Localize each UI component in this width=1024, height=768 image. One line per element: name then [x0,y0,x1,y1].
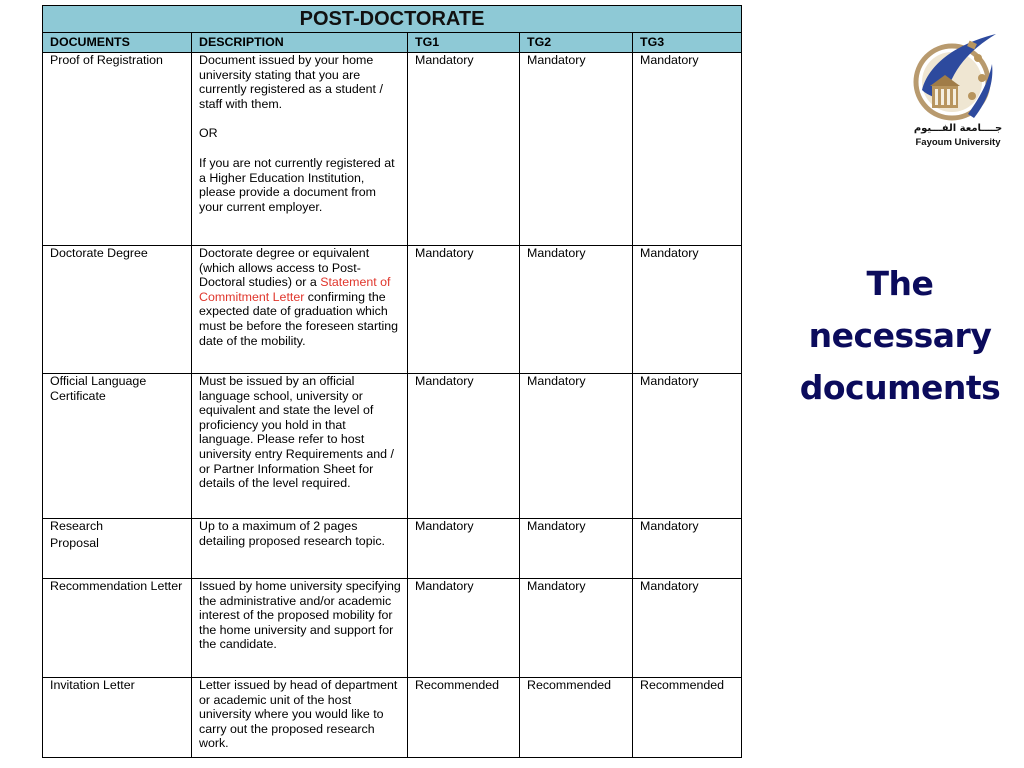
tg1-cell: Mandatory [408,374,520,519]
column-header-row [43,33,742,53]
document-name-line: Research [50,519,104,533]
tg2-cell: Mandatory [520,246,633,374]
column-header-tg2: TG2 [520,33,633,53]
tg2-cell: Mandatory [520,53,633,246]
fayoum-university-logo [908,20,1008,155]
tg2-cell: Mandatory [520,374,633,519]
table-row [43,53,742,246]
table-row [43,519,742,579]
document-cell: Recommendation Letter [43,579,192,678]
logo-arabic-name: جــــامعة الفـــيوم [913,123,1003,134]
document-cell: Doctorate Degree [43,246,192,374]
logo-english-name: Fayoum University [915,137,1001,148]
tg3-cell: Mandatory [633,374,742,519]
slide-heading-line: documents [799,368,1001,407]
table-row [43,579,742,678]
column-header-tg3: TG3 [633,33,742,53]
table-row [43,246,742,374]
tg1-cell: Mandatory [408,246,520,374]
description-text: confirming the expected date of graduation which must be before the foreseen starting date of the mobility. [199,289,399,348]
slide-heading [782,258,1018,414]
column-header-documents: DOCUMENTS [43,33,192,53]
tg2-cell: Recommended [520,678,633,758]
description-text: Document issued by your home university stating that you are currently registered as a student / staff with them. [199,53,383,111]
description-cell: Up to a maximum of 2 pages detailing proposed research topic. [192,519,408,579]
tg2-cell: Mandatory [520,579,633,678]
tg2-cell: Mandatory [520,519,633,579]
tg1-cell: Mandatory [408,53,520,246]
tg3-cell: Mandatory [633,579,742,678]
description-text: Doctorate degree or equivalent (which allows access to Post-Doctoral studies) or a [199,246,370,290]
description-cell: Issued by home university specifying the administrative and/or academic interest of the proposed mobility for the home university and support for the candidate. [192,579,408,678]
tg1-cell: Recommended [408,678,520,758]
column-header-tg1: TG1 [408,33,520,53]
document-cell [43,519,192,579]
document-cell: Proof of Registration [43,53,192,246]
document-cell: Invitation Letter [43,678,192,758]
statement-of-commitment-link[interactable]: Statement of Commitment Letter [199,275,391,304]
tg1-cell: Mandatory [408,579,520,678]
description-text: If you are not currently registered at a Higher Education Institution, please provide a document from your current employer. [199,155,395,214]
tg3-cell: Mandatory [633,519,742,579]
slide-heading-line: The [866,264,934,303]
description-text: OR [199,126,218,141]
document-cell: Official Language Certificate [43,374,192,519]
description-cell [192,53,408,246]
tg3-cell: Mandatory [633,53,742,246]
description-cell: Must be issued by an official language school, university or equivalent and state the level of proficiency you hold in that language. Please refer to host university entry Requirements and / or Partner Information Sheet for details of the level required. [192,374,408,519]
table-row [43,374,742,519]
document-name-line: Proposal [50,535,99,550]
post-doctorate-table [42,5,741,758]
slide-heading-line: necessary [808,316,992,355]
column-header-description: DESCRIPTION [192,33,408,53]
table-title: POST-DOCTORATE [43,6,742,33]
table-row [43,678,742,758]
description-cell [192,246,408,374]
tg3-cell: Mandatory [633,246,742,374]
tg1-cell: Mandatory [408,519,520,579]
tg3-cell: Recommended [633,678,742,758]
description-cell: Letter issued by head of department or academic unit of the host university where you would like to carry out the proposed research work. [192,678,408,758]
